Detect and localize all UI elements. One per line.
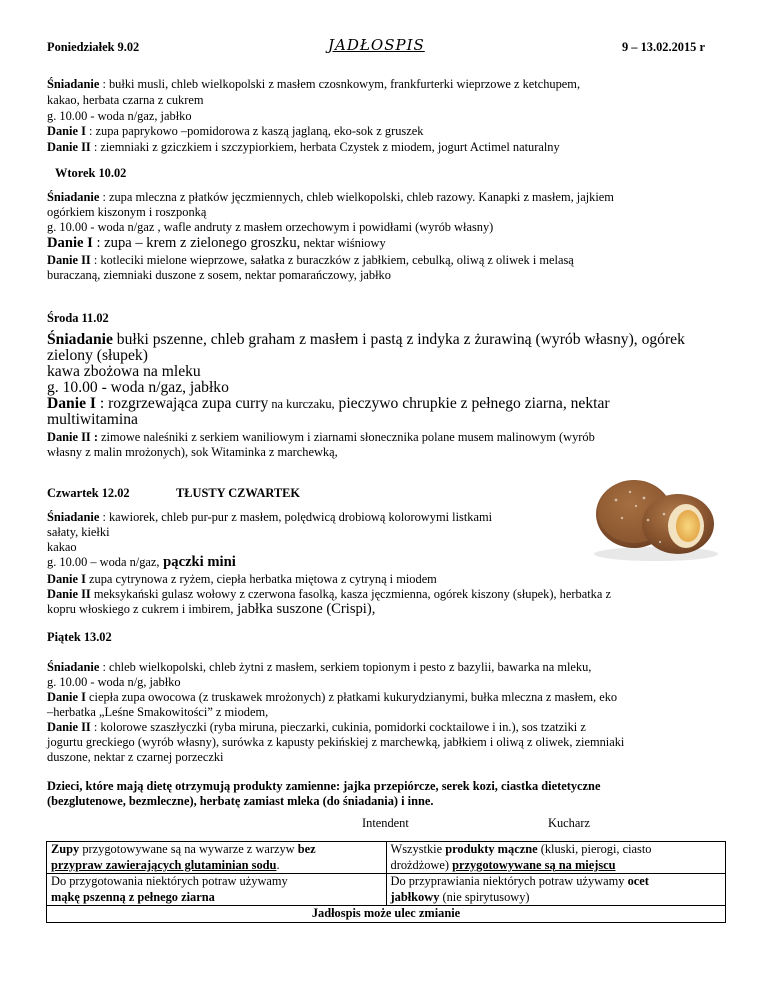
info-table bbox=[46, 841, 726, 923]
info-footer: Jadłospis może ulec zmianie bbox=[47, 906, 726, 923]
day-heading: Piątek 13.02 bbox=[47, 630, 112, 644]
info-cell-flour: Do przygotowania niektórych potraw używamy mąkę pszenną z pełnego ziarna bbox=[47, 874, 387, 906]
day-subheading: TŁUSTY CZWARTEK bbox=[176, 486, 301, 500]
header-date: Poniedziałek 9.02 bbox=[47, 40, 140, 54]
day-heading: Czwartek 12.02 bbox=[47, 486, 130, 500]
info-cell-soups: Zupy przygotowywane są na wywarze z warzyw bez przypraw zawierających glutaminian sodu. bbox=[47, 842, 387, 874]
donut-image bbox=[586, 462, 726, 562]
signature-kucharz: Kucharz bbox=[548, 816, 590, 830]
info-cell-flour-products: Wszystkie produkty mączne (kluski, pierogi, ciasto drożdżowe) przygotowywane są na miejscu bbox=[386, 842, 726, 874]
signature-intendent: Intendent bbox=[362, 816, 409, 830]
header-range: 9 – 13.02.2015 r bbox=[622, 40, 705, 54]
day-heading: Wtorek 10.02 bbox=[55, 166, 127, 180]
page-title: JADŁOSPIS bbox=[328, 36, 425, 54]
info-cell-vinegar: Do przyprawiania niektórych potraw używamy ocet jabłkowy (nie spirytusowy) bbox=[386, 874, 726, 906]
day-heading: Środa 11.02 bbox=[47, 311, 109, 325]
